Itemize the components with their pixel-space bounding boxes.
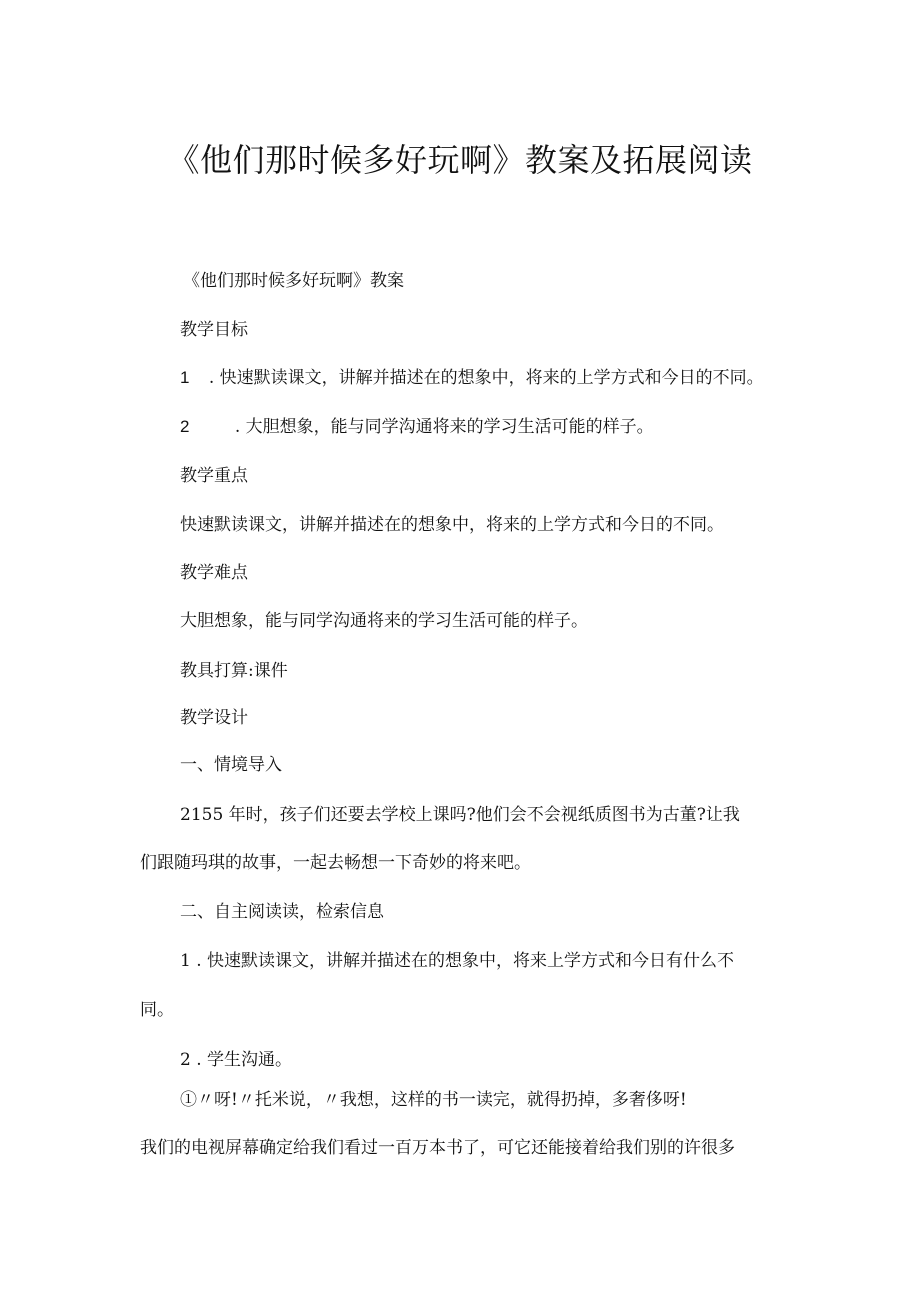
tools-line: 教具打算:课件 <box>180 661 288 681</box>
intro-line-2: 们跟随玛琪的故事，一起去畅想一下奇妙的将来吧。 <box>140 853 531 873</box>
intro-line-1: 2155 年时，孩子们还要去学校上课吗?他们会不会视纸质图书为古董?让我 <box>180 805 740 825</box>
page-title: 《他们那时候多好玩啊》教案及拓展阅读 <box>167 141 753 179</box>
goal-1-text: . 快速默读课文，讲解并描述在的想象中，将来的上学方式和今日的不同。 <box>208 368 764 388</box>
step-2: 2 . 学生沟通。 <box>180 1050 293 1070</box>
design-heading: 教学设计 <box>180 708 248 728</box>
key-heading: 教学重点 <box>180 466 248 486</box>
section-2-heading: 二、自主阅读读，检索信息 <box>180 902 384 922</box>
goal-1 <box>180 366 764 390</box>
goal-2-text: . 大胆想象，能与同学沟通将来的学习生活可能的样子。 <box>234 417 654 437</box>
last-line: 我们的电视屏幕确定给我们看过一百万本书了，可它还能接着给我们别的许很多 <box>140 1138 735 1158</box>
lesson-subtitle: 《他们那时候多好玩啊》教案 <box>183 271 404 291</box>
difficulty-heading: 教学难点 <box>180 563 248 583</box>
section-1-heading: 一、情境导入 <box>180 755 282 775</box>
goal-2-number: 2 <box>180 417 190 436</box>
goals-heading: 教学目标 <box>180 320 248 340</box>
goal-1-number: 1 <box>180 368 190 387</box>
quote-line: ①〃呀!〃托米说，〃我想，这样的书一读完，就得扔掉，多奢侈呀! <box>180 1090 687 1110</box>
step-1-line-1: 1 . 快速默读课文，讲解并描述在的想象中，将来上学方式和今日有什么不 <box>180 951 735 971</box>
step-1-line-2: 同。 <box>140 1000 174 1020</box>
goal-2 <box>180 415 654 439</box>
difficulty-text: 大胆想象，能与同学沟通将来的学习生活可能的样子。 <box>180 611 588 631</box>
key-text: 快速默读课文，讲解并描述在的想象中，将来的上学方式和今日的不同。 <box>180 515 724 535</box>
